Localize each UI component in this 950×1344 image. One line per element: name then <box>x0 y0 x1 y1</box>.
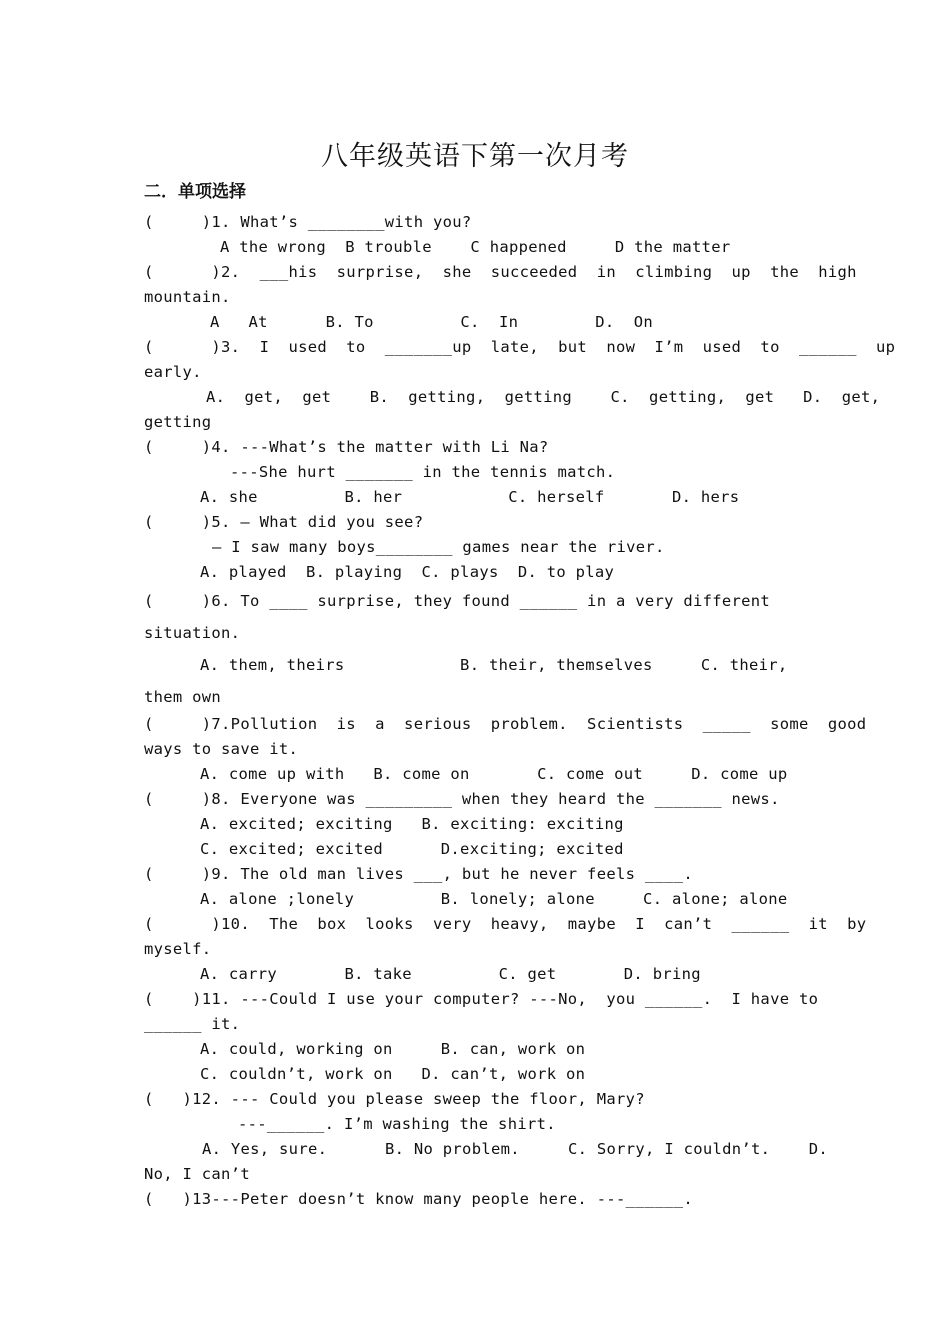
text-line: ---______. I’m washing the shirt. <box>238 1115 556 1133</box>
text-line: myself. <box>144 940 212 958</box>
text-line: them own <box>144 688 222 706</box>
text-line: A. could, working on B. can, work on <box>200 1040 586 1058</box>
text-line: ( )6. To ____ surprise, they found ______ in a very different <box>144 592 771 610</box>
text-line: ( )12. --- Could you please sweep the floor, Mary? <box>144 1090 645 1108</box>
text-line: A. played B. playing C. plays D. to play <box>200 563 615 581</box>
text-line: ( )4. ---What’s the matter with Li Na? <box>144 438 549 456</box>
text-line: ( )13---Peter doesn’t know many people here. ---______. <box>144 1190 694 1208</box>
text-line: situation. <box>144 624 241 642</box>
text-line: C. couldn’t, work on D. can’t, work on <box>200 1065 586 1083</box>
text-line: ---She hurt _______ in the tennis match. <box>230 463 616 481</box>
text-line: A. get, get B. getting, getting C. getting, get D. get, <box>206 388 881 406</box>
text-line: ( )11. ---Could I use your computer? ---No, you ______. I have to <box>144 990 819 1008</box>
text-line: ways to save it. <box>144 740 299 758</box>
text-line: No, I can’t <box>144 1165 250 1183</box>
text-line: early. <box>144 363 202 381</box>
text-line: ( )9. The old man lives ___, but he never feels ____. <box>144 865 694 883</box>
text-line: A. carry B. take C. get D. bring <box>200 965 701 983</box>
text-line: ______ it. <box>144 1015 241 1033</box>
text-line: A. come up with B. come on C. come out D. come up <box>200 765 788 783</box>
text-line: A At B. To C. In D. On <box>210 313 654 331</box>
page-title: 八年级英语下第一次月考 <box>321 141 629 172</box>
text-line: A the wrong B trouble C happened D the matter <box>220 238 731 256</box>
text-line: ( )5. — What did you see? <box>144 513 424 531</box>
text-line: getting <box>144 413 212 431</box>
text-line: ( )1. What’s ________with you? <box>144 213 472 231</box>
text-line: ( )7.Pollution is a serious problem. Scientists _____ some good <box>144 715 867 733</box>
text-line: ( )10. The box looks very heavy, maybe I can’t ______ it by <box>144 915 867 933</box>
text-line: ( )8. Everyone was _________ when they heard the _______ news. <box>144 790 780 808</box>
text-line: ( )2. ___his surprise, she succeeded in climbing up the high <box>144 263 857 281</box>
text-line: — I saw many boys________ games near the river. <box>212 538 665 556</box>
text-line: mountain. <box>144 288 231 306</box>
text-line: A. excited; exciting B. exciting: exciting <box>200 815 624 833</box>
section-heading: 二．单项选择 <box>144 182 246 202</box>
text-line: A. she B. her C. herself D. hers <box>200 488 740 506</box>
text-line: A. Yes, sure. B. No problem. C. Sorry, I couldn’t. D. <box>202 1140 829 1158</box>
text-line: A. alone ;lonely B. lonely; alone C. alone; alone <box>200 890 788 908</box>
text-line: C. excited; excited D.exciting; excited <box>200 840 624 858</box>
text-line: ( )3. I used to _______up late, but now I’m used to ______ up <box>144 338 896 356</box>
text-line: A. them, theirs B. their, themselves C. their, <box>200 656 788 674</box>
